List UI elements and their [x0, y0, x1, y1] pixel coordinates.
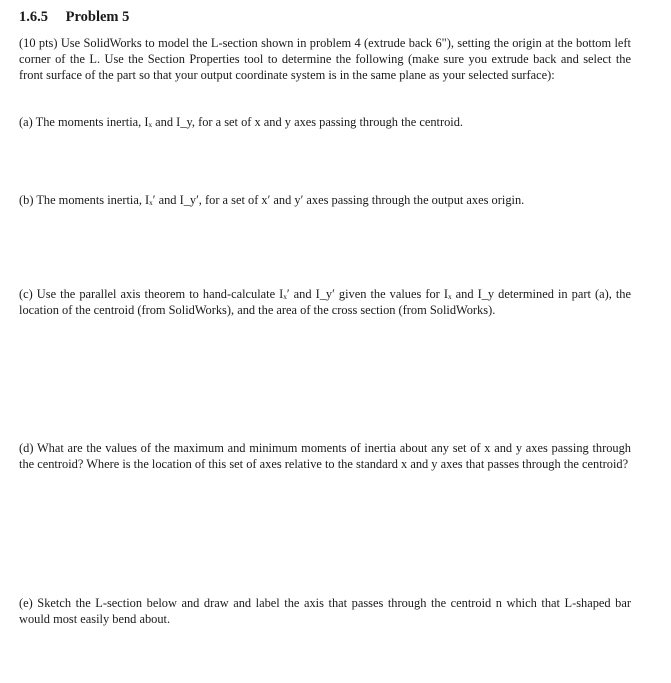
problem-intro: (10 pts) Use SolidWorks to model the L-section shown in problem 4 (extrude back 6"), setting the origin at the bottom left corner of the L. Use the Section Properties tool to determine the following (make sure you extrude back and select the front surface of the part so that your output coordinate system is in the same plane as your selected surface):: [19, 36, 631, 82]
question-b: (b) The moments inertia, Iₓ′ and I_y′, for a set of x′ and y′ axes passing through the output axes origin.: [19, 193, 525, 207]
question-c: (c) Use the parallel axis theorem to hand-calculate Iₓ′ and I_y′ given the values for Iₓ and I_y determined in part (a), the location of the centroid (from SolidWorks), and the area of the cross section (from SolidWorks).: [19, 287, 631, 317]
section-number: 1.6.5: [19, 9, 48, 25]
question-a: (a) The moments inertia, Iₓ and I_y, for a set of x and y axes passing through the centroid.: [19, 115, 464, 129]
question-d: (d) What are the values of the maximum and minimum moments of inertia about any set of x and y axes passing through the centroid? Where is the location of this set of axes relative to the standard x and y axes that passes through the centroid?: [19, 441, 631, 471]
section-title: Problem 5: [65, 9, 130, 25]
question-e: (e) Sketch the L-section below and draw and label the axis that passes through the centroid n which that L-shaped bar would most easily bend about.: [19, 596, 631, 626]
section-heading: [19, 9, 129, 26]
